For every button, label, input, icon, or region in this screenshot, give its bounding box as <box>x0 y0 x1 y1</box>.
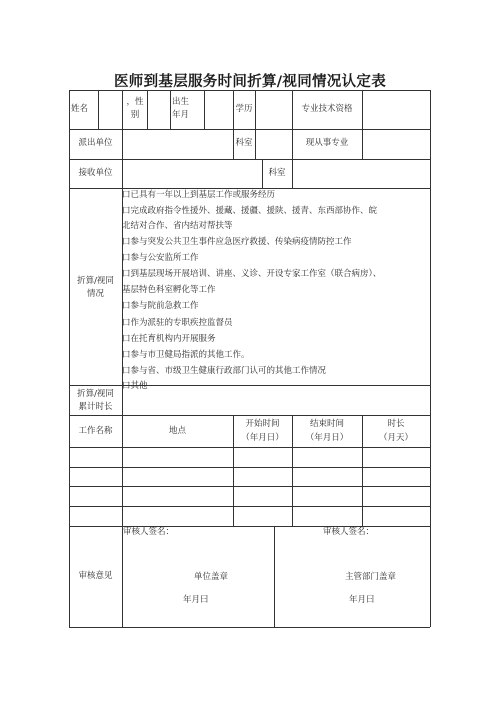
right-reviewer-signature: 审核人签名： <box>323 527 375 537</box>
row-divider <box>69 506 430 507</box>
left-date: 年月曰 <box>183 595 209 605</box>
table-border-right <box>430 90 431 627</box>
col-header-end-line2: （年月日） <box>305 433 349 443</box>
col-header-end-line1: 结束时间 <box>309 419 344 429</box>
cumulative-label-line2: 累计时长 <box>78 402 113 412</box>
col-divider <box>255 90 256 129</box>
option-item[interactable]: 口参与省、市级卫生健康行政部门认可的其他工作情况 <box>122 366 327 376</box>
col-divider <box>292 159 293 188</box>
cumulative-label-line1: 折算/视同 <box>77 389 114 399</box>
left-unit-seal: 单位盖章 <box>194 572 229 582</box>
col-divider <box>98 90 99 129</box>
col-divider <box>233 415 234 526</box>
col-divider <box>274 526 275 627</box>
option-item-continued: 北结对合作、省内结对帮扶等 <box>122 221 233 231</box>
col-header-start-line2: （年月日） <box>241 433 284 443</box>
conversion-label-line2: 情况 <box>86 289 104 299</box>
col-header-place: 地点 <box>168 426 186 436</box>
row-divider <box>69 129 430 130</box>
col-divider <box>362 415 363 526</box>
col-divider <box>292 415 293 526</box>
birth-label-line1: 出生 <box>172 97 190 107</box>
option-item[interactable]: 口已具有一年以上到基层工作或服务经历 <box>122 190 276 200</box>
conversion-label-line1: 折算/视同 <box>77 276 114 286</box>
qualification-label: 专业技术资格 <box>301 104 353 114</box>
option-item[interactable]: 口参与市卫健局指派的其他工作。 <box>122 350 250 360</box>
birth-label-line2: 年月 <box>172 110 190 120</box>
review-label: 审核意见 <box>78 571 113 581</box>
col-divider <box>255 129 256 159</box>
gender-label-line1: ，性 <box>126 97 144 107</box>
conversion-options <box>122 190 428 391</box>
right-authority-seal: 主管部门盖章 <box>345 572 397 582</box>
left-reviewer-signature: 审核人签名： <box>123 527 175 537</box>
col-divider <box>362 129 363 159</box>
name-label: 姓名 <box>71 104 89 114</box>
right-date: 年月曰 <box>349 595 375 605</box>
education-label: 学历 <box>235 104 253 114</box>
row-divider <box>69 415 430 416</box>
table-border-top <box>69 90 430 91</box>
option-item[interactable]: 口在托育机构内开展服务 <box>122 334 216 344</box>
form-title: 医师到基层服务时间折算/视同情况认定表 <box>114 74 386 90</box>
table-border-bottom <box>69 627 430 628</box>
receiving-unit-label: 接收单位 <box>78 168 113 178</box>
option-item[interactable]: 口其他 <box>122 381 148 391</box>
current-specialty-label: 现从事专业 <box>305 138 349 148</box>
row-divider <box>69 447 430 448</box>
dispatch-dept-label: 科室 <box>235 138 253 148</box>
col-divider <box>147 90 148 129</box>
row-divider <box>69 467 430 468</box>
col-divider <box>204 90 205 129</box>
row-divider <box>69 159 430 160</box>
option-item-continued: 基层特色科室孵化等工作 <box>122 285 216 295</box>
col-divider <box>122 129 123 159</box>
dispatch-unit-label: 派出单位 <box>78 138 113 148</box>
col-divider <box>170 90 171 129</box>
option-item[interactable]: 口到基层现场开展培训、讲座、义诊、开设专家工作室（联合病房）、 <box>122 269 382 279</box>
col-divider <box>362 90 363 129</box>
option-item[interactable]: 口参与公安监所工作 <box>122 253 199 263</box>
option-item[interactable]: 口参与突发公共卫生事件应急医疗救援、传染病疫情防控工作 <box>122 237 352 247</box>
col-divider <box>122 526 123 627</box>
row-divider <box>69 188 430 189</box>
col-header-duration-line2: （月天） <box>378 433 413 443</box>
option-item[interactable]: 口完成政府指令性援外、援藏、援疆、援陕、援青、东西部协作、皖 <box>122 206 378 216</box>
row-divider <box>69 486 430 487</box>
col-header-start-line1: 开始时间 <box>245 419 280 429</box>
option-item[interactable]: 口作为派驻的专职疾控监督员 <box>122 318 233 328</box>
col-header-duration-line1: 时长 <box>387 419 405 429</box>
col-header-work-name: 工作名称 <box>78 426 113 436</box>
option-item[interactable]: 口参与院前急救工作 <box>122 301 199 311</box>
receiving-dept-label: 科室 <box>268 168 286 178</box>
col-divider <box>122 159 123 188</box>
gender-label-line2: 别 <box>130 110 140 120</box>
